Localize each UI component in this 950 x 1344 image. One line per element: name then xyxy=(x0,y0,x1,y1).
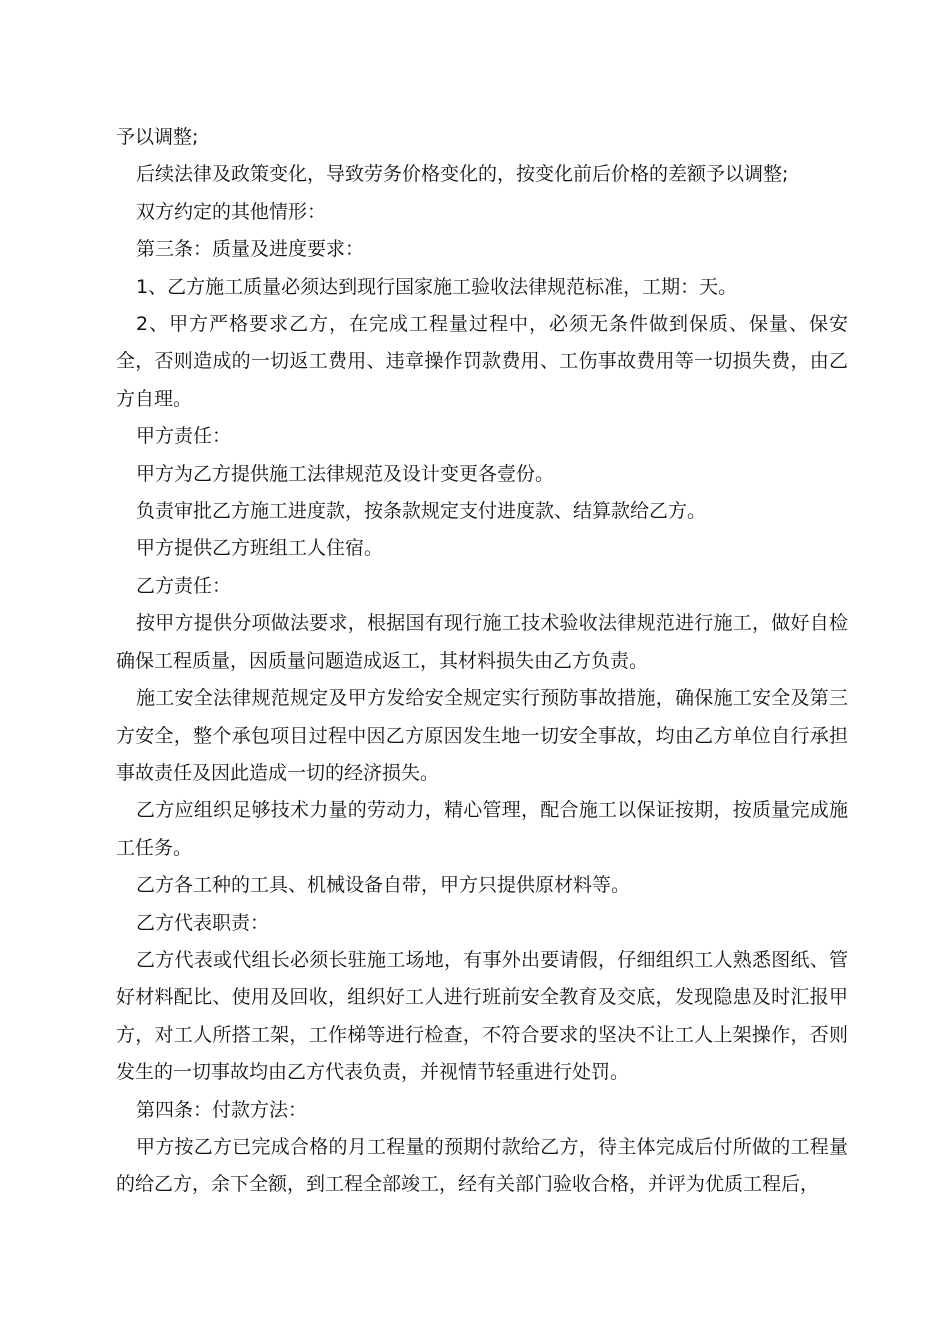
paragraph: 甲方按乙方已完成合格的月工程量的预期付款给乙方，待主体完成后付所做的工程量的给乙方，余下全额，到工程全部竣工，经有关部门验收合格，并评为优质工程后， xyxy=(116,1135,848,1196)
paragraph: 2、甲方严格要求乙方，在完成工程量过程中，必须无条件做到保质、保量、保安全，否则造成的一切返工费用、违章操作罚款费用、工伤事故费用等一切损失费，由乙方自理。 xyxy=(116,313,848,410)
paragraph: 双方约定的其他情形： xyxy=(136,200,327,223)
subsection-heading: 甲方责任： xyxy=(136,425,232,448)
paragraph: 予以调整; xyxy=(116,126,199,148)
paragraph: 施工安全法律规范规定及甲方发给安全规定实行预防事故措施，确保施工安全及第三方安全，整个承包项目过程中因乙方原因发生地一切安全事故，均由乙方单位自行承担事故责任及因此造成一切的经济损失。 xyxy=(116,687,848,784)
paragraph: 乙方代表或代组长必须长驻施工场地，有事外出要请假，仔细组织工人熟悉图纸、管好材料配比、使用及回收，组织好工人进行班前安全教育及交底，发现隐患及时汇报甲方，对工人所搭工架，工作梯等进行检查，不符合要求的坚决不让工人上架操作，否则发生的一切事故均由乙方代表负责，并视情节轻重进行处罚。 xyxy=(116,948,848,1084)
section-heading: 第三条：质量及进度要求： xyxy=(136,238,365,261)
paragraph: 按甲方提供分项做法要求，根据国有现行施工技术验收法律规范进行施工，做好自检确保工程质量，因质量问题造成返工，其材料损失由乙方负责。 xyxy=(116,612,848,672)
paragraph: 甲方为乙方提供施工法律规范及设计变更各壹份。 xyxy=(136,462,555,485)
paragraph: 甲方提供乙方班组工人住宿。 xyxy=(136,537,384,560)
paragraph: 负责审批乙方施工进度款，按条款规定支付进度款、结算款给乙方。 xyxy=(136,500,707,523)
paragraph: 乙方各工种的工具、机械设备自带，甲方只提供原材料等。 xyxy=(136,874,631,897)
paragraph: 后续法律及政策变化，导致劳务价格变化的，按变化前后价格的差额予以调整; xyxy=(136,163,789,186)
document-body xyxy=(116,119,848,1204)
paragraph: 1、乙方施工质量必须达到现行国家施工验收法律规范标准，工期：天。 xyxy=(136,275,738,298)
section-heading: 第四条：付款方法： xyxy=(136,1098,308,1121)
paragraph: 乙方应组织足够技术力量的劳动力，精心管理，配合施工以保证按期，按质量完成施工任务。 xyxy=(116,799,848,859)
subsection-heading: 乙方责任： xyxy=(136,574,232,597)
subsection-heading: 乙方代表职责： xyxy=(136,911,270,934)
